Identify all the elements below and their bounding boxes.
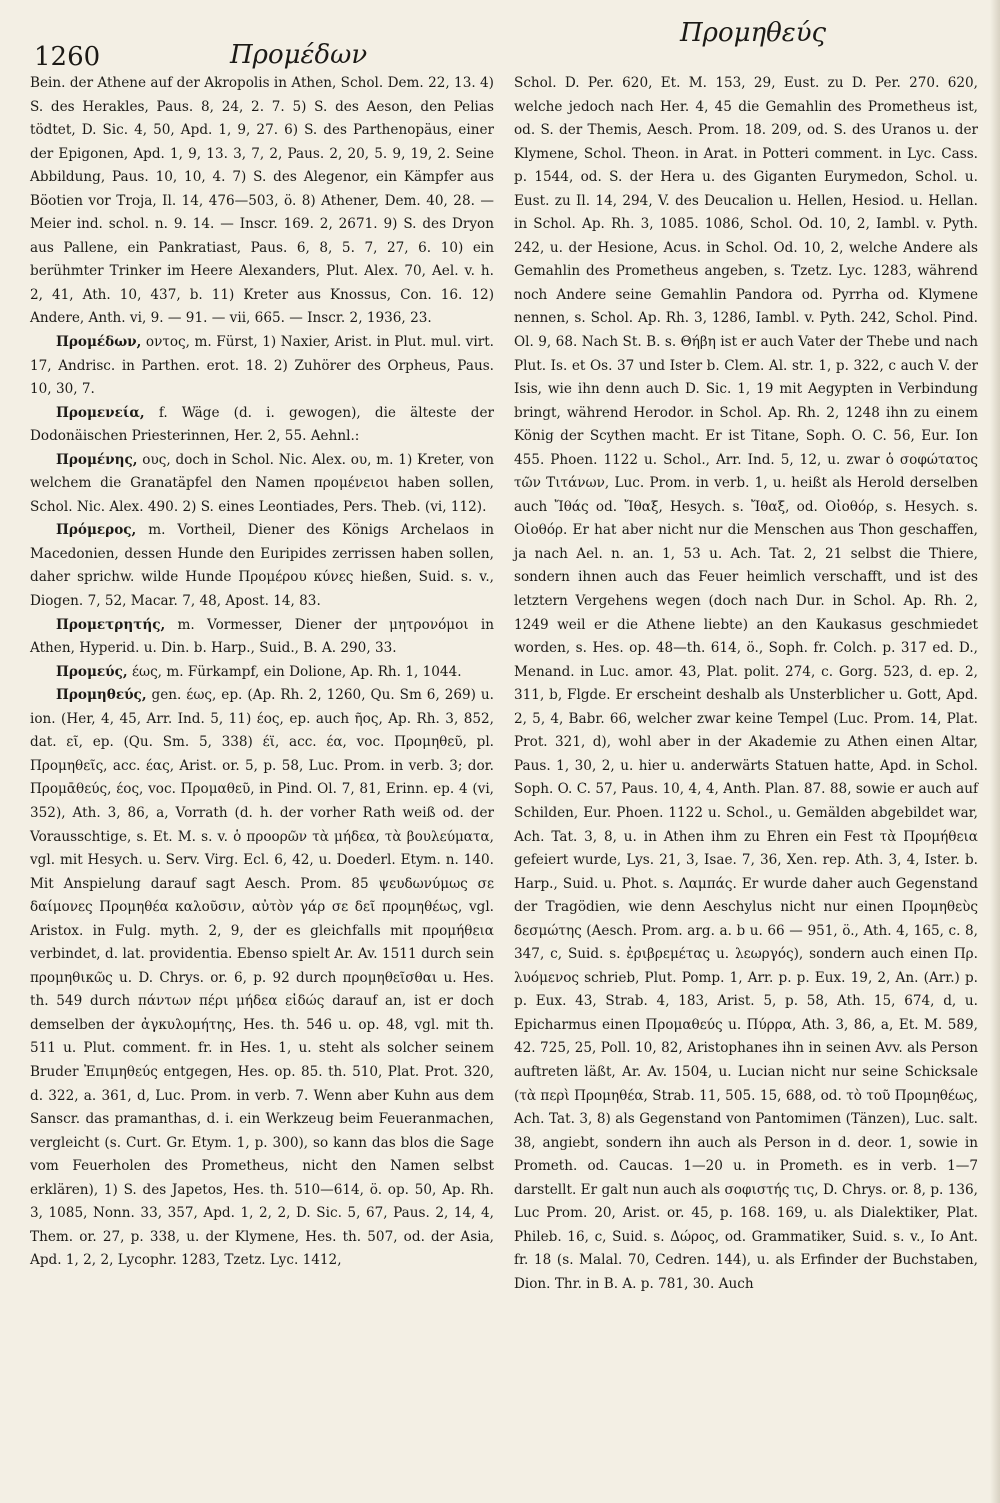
dictionary-entry <box>30 402 494 449</box>
dictionary-entry <box>30 614 494 661</box>
entry-lemma: Προμένης, <box>56 451 138 468</box>
entry-text: m. Vortheil, Diener des Königs Archelaos in Macedonien, dessen Hunde den Euripides zerrissen haben sollen, daher sprichw. wilde Hunde Προμέρου κύνες hießen, Suid. s. v., Diogen. 7, 52, Macar. 7, 48, Apost. 14, 83. <box>30 522 494 610</box>
entry-continuation <box>30 72 494 331</box>
left-column <box>30 72 494 1296</box>
entry-lemma: Προμενεία, <box>56 404 145 421</box>
running-head-left: Προμέδων <box>230 40 368 70</box>
right-column <box>514 72 978 1296</box>
entry-text: οντος, m. Fürst, 1) Naxier, Arist. in Plut. mul. virt. 17, Andrisc. in Parthen. erot. 18. 2) Zuhörer des Orpheus, Paus. 10, 30, 7. <box>30 334 494 398</box>
entry-lemma: Προμετρητής, <box>56 616 166 633</box>
entry-lemma: Πρόμερος, <box>56 522 137 539</box>
entry-lemma: Προμηθεύς, <box>56 687 147 704</box>
entry-text: έως, m. Fürkampf, ein Dolione, Ap. Rh. 1, 1044. <box>131 663 462 680</box>
page-number: 1260 <box>34 42 101 72</box>
dictionary-entry <box>30 331 494 402</box>
page-header <box>30 14 978 72</box>
running-head-right: Προμηθεύς <box>680 18 827 48</box>
page-spine-shadow <box>990 0 1000 1503</box>
entry-lemma: Προμέδων, <box>56 334 142 351</box>
text-columns <box>30 72 978 1296</box>
entry-text: m. Vormesser, Diener der μητρονόμοι in Athen, Hyperid. u. Din. b. Harp., Suid., B. A. 290, 33. <box>30 616 494 657</box>
entry-continuation <box>514 72 978 1296</box>
entry-text: Schol. D. Per. 620, Et. M. 153, 29, Eust. zu D. Per. 270. 620, welche jedoch nach Her. 4, 45 die Gemahlin des Prometheus ist, od. S. der Themis, Aesch. Prom. 18. 209, od. S. des Uranos u. der Klymene, Schol. Theon. in Arat. in Potteri comment. in Lyc. Cass. p. 1544, od. S. der Hera u. des Giganten Eurymedon, Schol. u. Eust. zu Il. 14, 294, V. des Deucalion u. Hellen, Hesiod. u. Hellan. in Schol. Ap. Rh. 3, 1085. 1086, Schol. Od. 10, 2, Iambl. v. Pyth. 242, u. der Hesione, Acus. in Schol. Od. 10, 2, welche Andere als Gemahlin des Prometheus angeben, s. Tzetz. Lyc. 1283, während noch Andere seine Gemahlin Pandora od. Pyrrha od. Klymene nennen, s. Schol. Ap. Rh. 3, 1286, Iambl. v. Pyth. 242, Schol. Pind. Ol. 9, 68. Nach St. B. s. Θήβη ist er auch Vater der Thebe und nach Plut. Is. et Os. 37 und Ister b. Clem. Al. str. 1, p. 322, c auch V. der Isis, wie ihn denn auch D. Sic. 1, 19 mit Aegypten in Verbindung bringt, während Herodor. in Schol. Ap. Rh. 2, 1248 ihn zu einem König der Scythen macht. Er ist Titane, Soph. O. C. 56, Eur. Ion 455. Phoen. 1122 u. Schol., Arr. Ind. 5, 12, u. zwar ὁ σοφώτατος τῶν Τιτάνων, Luc. Prom. in verb. 1, u. heißt als Herold derselben auch Ἴθάς od. Ἴθαξ, Hesych. s. Ἴθαξ, od. Οἰοθόρ, s. Hesych. s. Οἰοθόρ. Er hat aber nicht nur die Menschen aus Thon geschaffen, ja nach Ael. n. an. 1, 53 u. Ach. Tat. 2, 21 selbst die Thiere, sondern ihnen auch das Feuer heimlich verschafft, und ist des letztern Vergehens wegen (doch nach Dur. in Schol. Ap. Rh. 2, 1249 weil er die Athene liebte) an den Kaukasus geschmiedet worden, s. Hes. op. 48—th. 614, ö., Soph. fr. Colch. p. 317 ed. D., Menand. in Luc. amor. 43, Plat. polit. 274, c. Gorg. 523, d. ep. 2, 311, b, Flgde. Er erscheint deshalb als Unsterblicher u. Gott, Apd. 2, 5, 4, Babr. 66, welcher zwar keine Tempel (Luc. Prom. 14, Plat. Prot. 321, d), wohl aber in der Akademie zu Athen einen Altar, Paus. 1, 30, 2, u. hier u. anderwärts Statuen hatte, Apd. in Schol. Soph. O. C. 57, Paus. 10, 4, 4, Anth. Plan. 87. 88, sowie er auch auf Schilden, Eur. Phoen. 1122 u. Schol., u. Gemälden abgebildet war, Ach. Tat. 3, 8, u. in Athen ihm zu Ehren ein Fest τὰ Προμήθεια gefeiert wurde, Lys. 21, 3, Isae. 7, 36, Xen. rep. Ath. 3, 4, Ister. b. Harp., Suid. u. Phot. s. Λαμπάς. Er wurde daher auch Gegenstand der Tragödien, wie denn Aeschylus nicht nur einen Προμηθεὺς δεσμώτης (Aesch. Prom. arg. a. b u. 66 — 951, ö., Ath. 4, 165, c. 8, 347, c, Suid. s. ἐριβρεμέτας u. λεωργός), sondern auch einen Πρ. λυόμενος schrieb, Plut. Pomp. 1, Arr. p. p. Eux. 19, 2, An. (Arr.) p. p. Eux. 43, Strab. 4, 183, Arist. 5, p. 58, Ath. 15, 674, d, u. Epicharmus einen Προμαθεύς u. Πύρρα, Ath. 3, 86, a, Et. M. 589, 42. 725, 25, Poll. 10, 82, Aristophanes ihn in seinen Avv. als Person auftreten läßt, Ar. Av. 1504, u. Lucian nicht nur seine Schicksale (τὰ περὶ Προμηθέα, Strab. 11, 505. 15, 688, od. τὸ τοῦ Προμηθέως, Ach. Tat. 3, 8) als Gegenstand von Pantomimen (Tänzen), Luc. salt. 38, angiebt, sondern ihn auch als Person in d. deor. 1, sowie in Prometh. od. Caucas. 1—20 u. in Prometh. es in verb. 1—7 darstellt. Er galt nun auch als σοφιστής τις, D. Chrys. or. 8, p. 136, Luc Prom. 20, Arist. or. 45, p. 168. 169, u. als Dialektiker, Plat. Phileb. 16, c, Suid. s. Δώρος, od. Grammatiker, Suid. s. v., Io Ant. fr. 18 (s. Malal. 70, Cedren. 144), u. als Erfinder der Buchstaben, Dion. Thr. in B. A. p. 781, 30. Auch <box>514 75 978 1292</box>
dictionary-entry <box>30 449 494 520</box>
entry-lemma: Προμεύς, <box>56 663 128 680</box>
dictionary-entry <box>30 519 494 613</box>
entry-text: f. Wäge (d. i. gewogen), die älteste der Dodonäischen Priesterinnen, Her. 2, 55. Aehnl.: <box>30 404 494 445</box>
entry-text: gen. έως, ep. (Ap. Rh. 2, 1260, Qu. Sm 6, 269) u. ion. (Her, 4, 45, Arr. Ind. 5, 11) έος, ep. auch ῆος, Ap. Rh. 3, 852, dat. εῖ, ep. (Qu. Sm. 5, 338) έϊ, acc. έα, voc. Προμηθεῦ, pl. Προμηθεῖς, acc. έας, Arist. or. 5, p. 58, Luc. Prom. in verb. 3; dor. Προμᾱθεύς, έος, voc. Προμαθεῦ, in Pind. Ol. 7, 81, Erinn. ep. 4 (vi, 352), Ath. 3, 86, a, Vorrath (d. h. der vorher Rath weiß od. der Vorausschtige, s. Et. M. s. v. ὁ προορῶν τὰ μήδεα, τὰ βουλεύματα, vgl. mit Hesych. u. Serv. Virg. Ecl. 6, 42, u. Doederl. Etym. n. 140. Mit Anspielung darauf sagt Aesch. Prom. 85 ψευδωνύμως σε δαίμονες Προμηθέα καλοῦσιν, αὐτὸν γάρ σε δεῖ προμηθέως, vgl. Aristox. in Fulg. myth. 2, 9, der es gleichfalls mit προμήθεια verbindet, d. lat. providentia. Ebenso spielt Ar. Av. 1511 durch sein προμηθικῶς u. D. Chrys. or. 6, p. 92 durch προμηθεῖσθαι u. Hes. th. 549 durch πάντων πέρι μήδεα εἰδώς darauf an, ist er doch demselben der ἀγκυλομήτης, Hes. th. 546 u. op. 48, vgl. mit th. 511 u. Plut. comment. fr. in Hes. 1, u. steht als solcher seinem Bruder Ἐπιμηθεύς entgegen, Hes. op. 85. th. 510, Plat. Prot. 320, d. 322, a. 361, d, Luc. Prom. in verb. 7. Wenn aber Kuhn aus dem Sanscr. das pramanthas, d. i. ein Werkzeug beim Feueranmachen, vergleicht (s. Curt. Gr. Etym. 1, p. 300), so kann das blos die Sage vom Feuerholen des Prometheus, nicht den Namen selbst erklären), 1) S. des Japetos, Hes. th. 510—614, ö. op. 50, Ap. Rh. 3, 1085, Nonn. 33, 357, Apd. 1, 2, 2, D. Sic. 5, 67, Paus. 2, 14, 4, Them. or. 27, p. 338, u. der Klymene, Hes. th. 507, od. der Asia, Apd. 1, 2, 2, Lycophr. 1283, Tzetz. Lyc. 1412, <box>30 687 494 1269</box>
entry-text: ους, doch in Schol. Nic. Alex. ου, m. 1) Kreter, von welchem die Granatäpfel den Namen προμένειοι haben sollen, Schol. Nic. Alex. 490. 2) S. eines Leontiades, Pers. Theb. (vi, 112). <box>30 451 494 515</box>
entry-text: Bein. der Athene auf der Akropolis in Athen, Schol. Dem. 22, 13. 4) S. des Herakles, Paus. 8, 24, 2. 7. 5) S. des Aeson, den Pelias tödtet, D. Sic. 4, 50, Apd. 1, 9, 27. 6) S. des Parthenopäus, einer der Epigonen, Apd. 1, 9, 13. 3, 7, 2, Paus. 2, 20, 5. 9, 19, 2. Seine Abbildung, Paus. 10, 10, 4. 7) S. des Alegenor, ein Kämpfer aus Böotien vor Troja, Il. 14, 476—503, ö. 8) Athener, Dem. 40, 28. — Meier ind. schol. n. 9. 14. — Inscr. 169. 2, 2671. 9) S. des Dryon aus Pallene, ein Pankratiast, Paus. 6, 8, 5. 7, 27, 6. 10) ein berühmter Trinker im Heere Alexanders, Plut. Alex. 70, Ael. v. h. 2, 41, Ath. 10, 437, b. 11) Kreter aus Knossus, Con. 16. 12) Andere, Anth. vi, 9. — 91. — vii, 665. — Inscr. 2, 1936, 23. <box>30 75 494 327</box>
dictionary-entry <box>30 661 494 685</box>
dictionary-entry <box>30 684 494 1273</box>
